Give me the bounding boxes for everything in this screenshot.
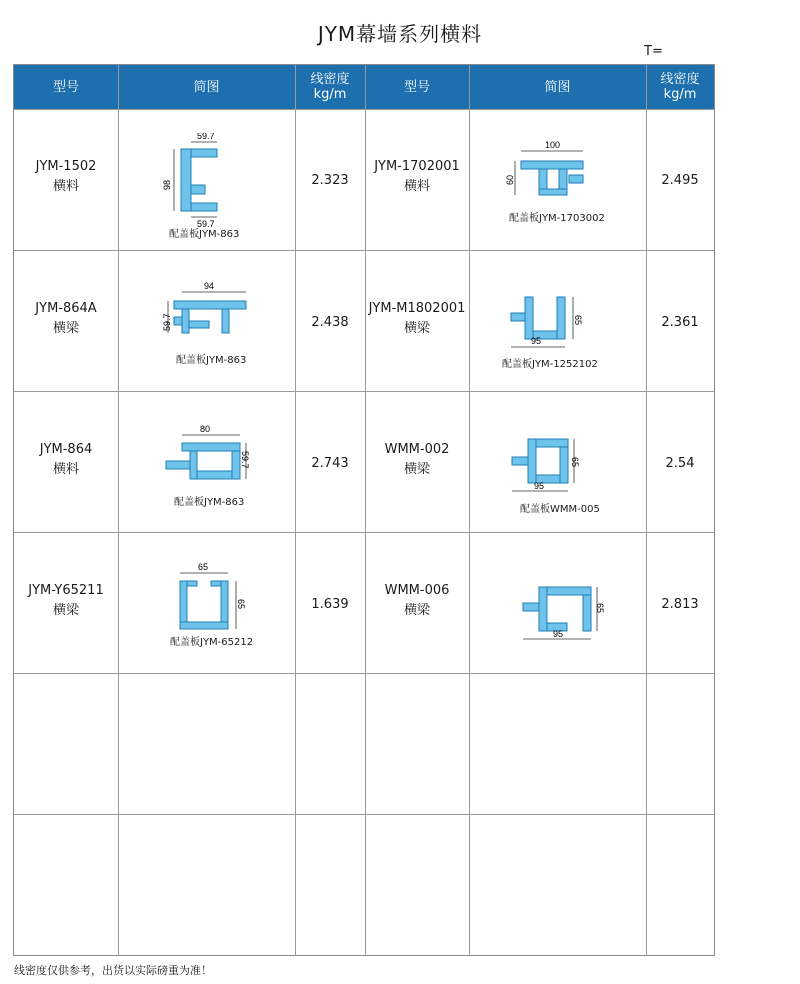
dimension-label: 65 (198, 562, 209, 572)
column-divider (646, 65, 647, 955)
model-type: 横料 (52, 462, 79, 477)
density-value: 2.743 (311, 456, 349, 471)
header-figure-right: 简图 (544, 79, 571, 95)
column-divider (469, 65, 470, 955)
profile-drawing (154, 133, 264, 233)
table-header (14, 65, 714, 109)
profile-table (13, 64, 715, 956)
model-number: JYM-1702001 (374, 159, 460, 174)
model-number: JYM-1502 (35, 159, 97, 174)
header-density-label: 线密度 (660, 72, 700, 87)
density-value: 2.323 (311, 173, 349, 188)
dimension-label: 59.7 (240, 451, 250, 469)
density-value: 2.54 (665, 456, 695, 471)
dimension-label: 100 (545, 140, 561, 150)
dimension-label: 59.7 (197, 133, 215, 141)
header-density-unit: kg/m (663, 87, 697, 102)
cover-plate-caption: 配盖板WMM-005 (520, 504, 600, 515)
row-divider (14, 109, 714, 110)
dimension-label: 94 (204, 281, 215, 291)
model-cell (365, 581, 469, 621)
column-divider (118, 65, 119, 955)
density-value: 2.438 (311, 315, 349, 330)
row-divider (14, 814, 714, 815)
dimension-label: 95 (531, 336, 542, 346)
model-number: JYM-M1802001 (368, 301, 466, 316)
row-divider (14, 532, 714, 533)
density-value: 2.813 (661, 597, 699, 612)
cover-plate-caption: 配盖板JYM-1703002 (509, 213, 605, 224)
model-cell (365, 440, 469, 480)
model-cell (14, 299, 118, 339)
dimension-label: 65 (570, 457, 580, 468)
model-type: 横料 (403, 179, 430, 194)
header-density-right (646, 65, 714, 109)
dimension-label: 65 (595, 603, 605, 614)
model-type: 横梁 (52, 321, 79, 336)
profile-drawing (499, 139, 609, 211)
dimension-label: 95 (553, 629, 564, 639)
header-density-unit: kg/m (313, 87, 347, 102)
row-divider (14, 391, 714, 392)
dimension-label: 59.7 (197, 219, 215, 229)
profile-drawing (498, 429, 608, 499)
density-value: 1.639 (311, 597, 349, 612)
density-value: 2.495 (661, 173, 699, 188)
dimension-label: 80 (200, 424, 211, 434)
density-value: 2.361 (661, 315, 699, 330)
cover-plate-caption: 配盖板JYM-65212 (170, 637, 254, 648)
header-density-label: 线密度 (310, 72, 350, 87)
model-cell (365, 299, 469, 339)
page-title: JYM幕墙系列横料 (317, 22, 483, 46)
dimension-label: 98 (162, 179, 172, 190)
cover-plate-caption: 配盖板JYM-863 (176, 355, 247, 366)
model-type: 横梁 (403, 462, 430, 477)
model-cell (14, 157, 118, 197)
cover-plate-caption: 配盖板JYM-863 (169, 229, 240, 240)
model-type: 横料 (52, 179, 79, 194)
model-cell (365, 157, 469, 197)
model-number: JYM-Y65211 (28, 583, 104, 598)
thickness-label: T= (644, 44, 663, 59)
footnote: 线密度仅供参考，出货以实际磅重为准！ (14, 964, 212, 977)
cover-plate-caption: 配盖板JYM-863 (174, 497, 245, 508)
row-divider (14, 673, 714, 674)
model-number: WMM-006 (384, 583, 450, 598)
model-type: 横梁 (403, 603, 430, 618)
model-type: 横梁 (52, 603, 79, 618)
dimension-label: 60 (505, 174, 515, 185)
dimension-label: 95 (534, 481, 545, 491)
dimension-label: 65 (573, 315, 583, 326)
model-number: JYM-864A (35, 301, 97, 316)
cover-plate-caption: 配盖板JYM-1252102 (502, 359, 598, 370)
header-model: 型号 (52, 79, 79, 95)
header-figure: 简图 (193, 79, 220, 95)
model-number: JYM-864 (39, 442, 93, 457)
model-cell (14, 440, 118, 480)
profile-drawing (150, 423, 260, 493)
profile-drawing (164, 561, 254, 635)
profile-drawing (509, 575, 619, 645)
model-type: 横梁 (403, 321, 430, 336)
dimension-label: 65 (236, 599, 246, 610)
profile-drawing (497, 287, 607, 353)
column-divider (365, 65, 366, 955)
dimension-label: 59.7 (162, 313, 172, 331)
column-divider (295, 65, 296, 955)
header-density (295, 65, 365, 109)
profile-drawing (152, 281, 262, 347)
row-divider (14, 250, 714, 251)
header-model-right: 型号 (403, 79, 430, 95)
model-cell (14, 581, 118, 621)
model-number: WMM-002 (384, 442, 450, 457)
